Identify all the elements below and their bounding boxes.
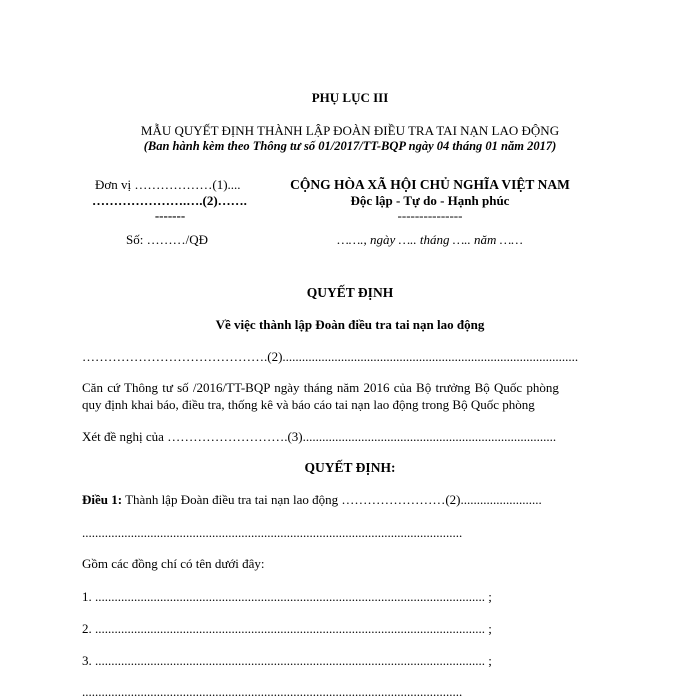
- document-number: Số: ………/QĐ: [126, 232, 208, 247]
- proposal-line: Xét đề nghị của ……………………….(3)..............................................................................: [82, 429, 557, 444]
- form-subtitle: (Ban hành kèm theo Thông tư số 01/2017/TT-BQP ngày 04 tháng 01 năm 2017): [143, 139, 557, 153]
- form-title: MẪU QUYẾT ĐỊNH THÀNH LẬP ĐOÀN ĐIỀU TRA TAI NẠN LAO ĐỘNG: [140, 123, 560, 138]
- date-line: ……., ngày ….. tháng ….. năm ……: [337, 232, 523, 247]
- left-separator: -------: [154, 208, 186, 223]
- unit-line: Đơn vị ………………(1)....: [95, 177, 241, 192]
- decision-title: QUYẾT ĐỊNH: [306, 285, 394, 300]
- decision-subject: Về việc thành lập Đoàn điều tra tai nạn lao động: [215, 317, 485, 332]
- article-1-text: Thành lập Đoàn điều tra tai nạn lao động ……………………(2).........................: [122, 492, 542, 507]
- member-line-2: 2. ........................................................................................................................ ;: [82, 621, 492, 636]
- article-1-continuation: .....................................................................................................................: [82, 525, 463, 540]
- trailing-line: .....................................................................................................................: [82, 684, 463, 699]
- right-separator: ---------------: [397, 208, 463, 223]
- basis-line-2: quy định khai báo, điều tra, thống kê và báo cáo tai nạn lao động trong Bộ Quốc phòng: [82, 397, 535, 412]
- appendix-title: PHỤ LỤC III: [311, 90, 389, 105]
- decides-title: QUYẾT ĐỊNH:: [304, 460, 396, 475]
- basis-line-1: Căn cứ Thông tư số /2016/TT-BQP ngày tháng năm 2016 của Bộ trưởng Bộ Quốc phòng: [82, 380, 559, 395]
- member-line-1: 1. ........................................................................................................................ ;: [82, 589, 492, 604]
- motto: Độc lập - Tự do - Hạnh phúc: [350, 193, 510, 208]
- unit-line-2: ………………….….(2)…….: [92, 193, 247, 208]
- member-line-3: 3. ........................................................................................................................ ;: [82, 653, 492, 668]
- article-1-label: Điều 1:: [82, 492, 123, 507]
- article-1: [82, 492, 587, 508]
- members-intro: Gồm các đồng chí có tên dưới đây:: [82, 556, 265, 571]
- authority-line: …………………………………….(2)...........................................................................................: [82, 349, 579, 364]
- country-name: CỘNG HÒA XÃ HỘI CHỦ NGHĨA VIỆT NAM: [290, 177, 570, 192]
